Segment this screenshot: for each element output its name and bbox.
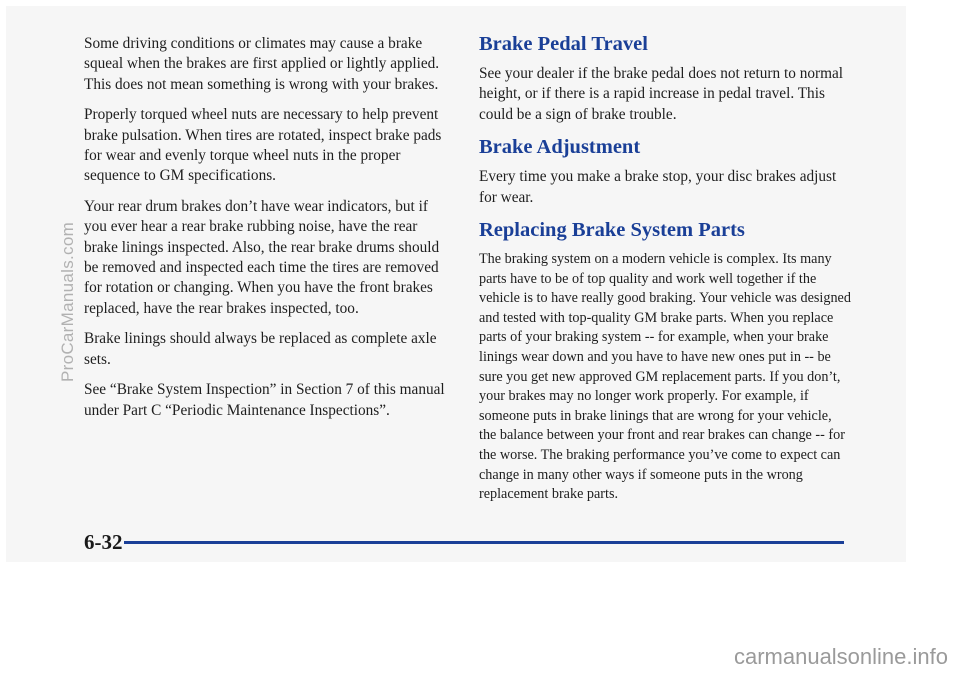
footer-rule <box>124 541 844 544</box>
right-column <box>479 32 851 515</box>
text-brake-adjustment: Every time you make a brake stop, your disc brakes adjust for wear. <box>479 168 837 206</box>
heading-brake-pedal-travel: Brake Pedal Travel <box>479 33 648 55</box>
heading-brake-adjustment: Brake Adjustment <box>479 136 641 159</box>
paragraph-rear-drum-brakes: Your rear drum brakes don’t have wear indicators, but if you ever hear a rear brake rubbing noise, have the rear brake linings inspected. Also, the rear brake drums should be removed and inspected each time the tires are removed for rotation or changing. When you have the front brakes replaced, have the rear brakes inspected, too. <box>84 197 440 317</box>
paragraph-see-inspection: See “Brake System Inspection” in Section 7 of this manual under Part C “Periodic Maintenance Inspections”. <box>84 381 445 419</box>
paragraph-brake-linings: Brake linings should always be replaced as complete axle sets. <box>84 330 437 368</box>
paragraph-wheel-nuts: Properly torqued wheel nuts are necessary to help prevent brake pulsation. When tires are rotated, inspect brake pads for wear and evenly torque wheel nuts in the proper sequence to GM specifications. <box>84 106 442 185</box>
text-brake-pedal-travel: See your dealer if the brake pedal does not return to normal height, or if there is a rapid increase in pedal travel. This could be a sign of brake trouble. <box>479 65 844 123</box>
page-number: 6-32 <box>84 530 123 554</box>
paragraph-brake-squeal: Some driving conditions or climates may cause a brake squeal when the brakes are first applied or lightly applied. This does not mean something is wrong with your brakes. <box>84 35 440 93</box>
heading-replacing-brake-parts: Replacing Brake System Parts <box>479 219 745 242</box>
side-watermark: ProCarManuals.com <box>58 221 77 382</box>
bottom-watermark: carmanualsonline.info <box>733 644 948 669</box>
left-column <box>84 34 454 431</box>
text-replacing-brake-parts: The braking system on a modern vehicle is complex. Its many parts have to be of top quality and work well together if the vehicle is to have really good braking. Your vehicle was designed and tested with top-quality GM brake parts. When you replace parts of your braking system -- for example, when your brake linings wear down and you have to have new ones put in -- be sure you get new approved GM replacement parts. If you don’t, your brakes may no longer work properly. For example, if someone puts in brake linings that are wrong for your vehicle, the balance between your front and rear brakes can change -- for the worse. The braking performance you’ve come to expect can change in many other ways if someone puts in the wrong replacement brake parts. <box>479 251 851 503</box>
